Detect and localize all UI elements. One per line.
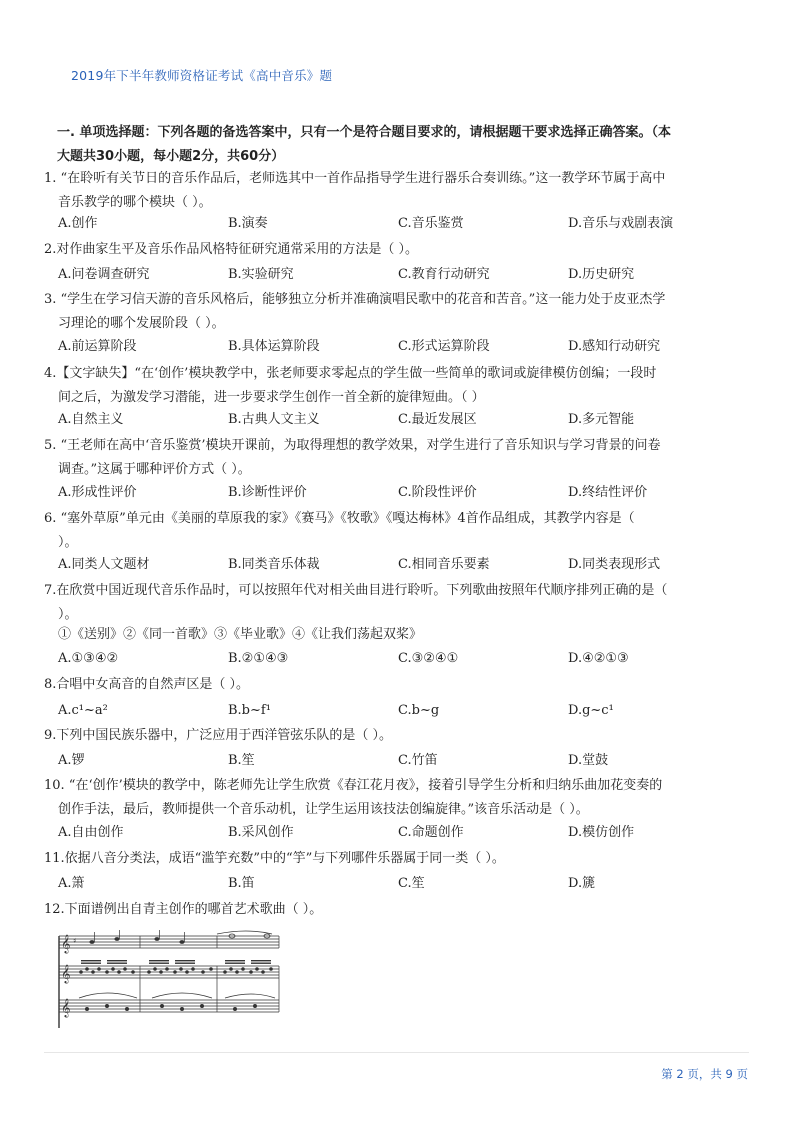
question-2-options xyxy=(58,263,748,287)
question-1-options xyxy=(58,212,748,236)
question-7 xyxy=(44,579,744,627)
option-a[interactable]: A.同类人文题材 xyxy=(58,557,150,572)
question-4-options xyxy=(58,408,748,432)
option-a[interactable]: A.自然主义 xyxy=(58,412,124,427)
footer-divider xyxy=(44,1052,749,1053)
option-b[interactable]: B.演奏 xyxy=(228,216,268,231)
question-stem: 6. “塞外草原”单元由《美丽的草原我的家》《赛马》《牧歌》《嘎达梅林》4首作品组成，其教学内容是（ xyxy=(44,511,635,526)
question-stem: 2.对作曲家生平及音乐作品风格特征研究通常采用的方法是（ ）。 xyxy=(44,242,419,257)
option-c[interactable]: C.b~g xyxy=(398,703,440,718)
option-d[interactable]: D.g~c¹ xyxy=(568,703,614,718)
question-stem: 创作手法，最后，教师提供一个音乐动机，让学生运用该技法创编旋律。”该音乐活动是（ ）。 xyxy=(58,802,589,817)
question-stem: 调查。”这属于哪种评价方式（ ）。 xyxy=(58,462,251,477)
option-c[interactable]: C.教育行动研究 xyxy=(398,267,490,282)
svg-text:𝄞: 𝄞 xyxy=(61,964,71,983)
option-b[interactable]: B.具体运算阶段 xyxy=(228,339,320,354)
option-c[interactable]: C.竹笛 xyxy=(398,753,438,768)
section-heading: 一. 单项选择题：下列各题的备选答案中，只有一个是符合题目要求的，请根据题干要求选择正确答案。（本 大题共30小题，每小题2分，共60分） xyxy=(57,125,671,164)
option-d[interactable]: D.历史研究 xyxy=(568,267,635,282)
question-stem: 12.下面谱例出自青主创作的哪首艺术歌曲（ ）。 xyxy=(44,902,323,917)
question-11 xyxy=(44,847,744,871)
question-4 xyxy=(44,362,744,410)
question-stem: 10. “在‘创作’模块的教学中，陈老师先让学生欣赏《春江花月夜》，接着引导学生分析和归纳乐曲加花变奏的 xyxy=(44,778,663,793)
question-stem: 9.下列中国民族乐器中，广泛应用于西洋管弦乐队的是（ ）。 xyxy=(44,728,393,743)
question-stem: ）。 xyxy=(58,535,78,550)
question-8 xyxy=(44,673,744,697)
option-d[interactable]: D.篪 xyxy=(568,876,596,891)
page-number: 第 2 页，共 9 页 xyxy=(661,1067,748,1081)
question-stem: 11.依据八音分类法，成语“滥竽充数”中的“竽”与下列哪件乐器属于同一类（ ）。 xyxy=(44,851,505,866)
question-stem: 1. “在聆听有关节日的音乐作品后，老师选其中一首作品指导学生进行器乐合奏训练。”这一教学环节属于高中 xyxy=(44,171,666,186)
option-b[interactable]: B.b~f¹ xyxy=(228,703,271,718)
question-7-options xyxy=(58,647,748,671)
option-b[interactable]: B.诊断性评价 xyxy=(228,485,307,500)
question-10-options xyxy=(58,821,748,845)
option-b[interactable]: B.古典人文主义 xyxy=(228,412,320,427)
question-5 xyxy=(44,434,744,482)
option-d[interactable]: D.多元智能 xyxy=(568,412,635,427)
question-stem: 4.【文字缺失】“在‘创作’模块教学中，张老师要求零起点的学生做一些简单的歌词或旋律模仿创编；一段时 xyxy=(44,366,657,381)
question-5-options xyxy=(58,481,748,505)
option-a[interactable]: A.自由创作 xyxy=(58,825,124,840)
option-a[interactable]: A.c¹~a² xyxy=(58,703,108,718)
question-stem: 间之后，为激发学习潜能，进一步要求学生创作一首全新的旋律短曲。（ ） xyxy=(58,390,485,405)
question-9 xyxy=(44,724,744,748)
option-a[interactable]: A.前运算阶段 xyxy=(58,339,137,354)
option-c[interactable]: C.笙 xyxy=(398,876,425,891)
option-c[interactable]: C.相同音乐要素 xyxy=(398,557,490,572)
option-b[interactable]: B.采风创作 xyxy=(228,825,294,840)
song-sequence: ①《送别》②《同一首歌》③《毕业歌》④《让我们荡起双桨》 xyxy=(58,627,423,642)
option-b[interactable]: B.笛 xyxy=(228,876,255,891)
option-a[interactable]: A.形成性评价 xyxy=(58,485,137,500)
option-d[interactable]: D.④②①③ xyxy=(568,651,629,666)
option-b[interactable]: B.同类音乐体裁 xyxy=(228,557,320,572)
question-10 xyxy=(44,774,744,822)
question-3-options xyxy=(58,335,748,359)
question-12 xyxy=(44,898,744,922)
option-a[interactable]: A.箫 xyxy=(58,876,85,891)
svg-text:♯: ♯ xyxy=(73,937,77,945)
option-c[interactable]: C.③②④① xyxy=(398,651,459,666)
option-c[interactable]: C.命题创作 xyxy=(398,825,464,840)
option-d[interactable]: D.终结性评价 xyxy=(568,485,648,500)
question-6-options xyxy=(58,553,748,577)
music-score-image xyxy=(57,928,282,1028)
svg-text:𝄞: 𝄞 xyxy=(61,998,71,1017)
option-a[interactable]: A.锣 xyxy=(58,753,85,768)
question-2 xyxy=(44,238,744,262)
option-d[interactable]: D.同类表现形式 xyxy=(568,557,661,572)
option-c[interactable]: C.形式运算阶段 xyxy=(398,339,490,354)
option-c[interactable]: C.最近发展区 xyxy=(398,412,477,427)
question-6 xyxy=(44,507,744,555)
option-a[interactable]: A.创作 xyxy=(58,216,98,231)
question-stem: 8.合唱中女高音的自然声区是（ ）。 xyxy=(44,677,250,692)
question-stem: 音乐教学的哪个模块（ ）。 xyxy=(58,195,212,210)
option-c[interactable]: C.阶段性评价 xyxy=(398,485,477,500)
option-b[interactable]: B.②①④③ xyxy=(228,651,289,666)
option-b[interactable]: B.实验研究 xyxy=(228,267,294,282)
question-stem: 7.在欣赏中国近现代音乐作品时，可以按照年代对相关曲目进行聆听。下列歌曲按照年代顺序排列正确的是（ xyxy=(44,583,668,598)
question-1 xyxy=(44,167,744,215)
option-a[interactable]: A.问卷调查研究 xyxy=(58,267,150,282)
option-b[interactable]: B.笙 xyxy=(228,753,255,768)
question-11-options xyxy=(58,872,748,896)
question-3 xyxy=(44,288,744,336)
question-stem: ）。 xyxy=(58,607,78,622)
question-9-options xyxy=(58,749,748,773)
question-8-options xyxy=(58,699,748,723)
question-stem: 5. “王老师在高中‘音乐鉴赏’模块开课前，为取得理想的教学效果，对学生进行了音乐知识与学习背景的问卷 xyxy=(44,438,661,453)
option-a[interactable]: A.①③④② xyxy=(58,651,119,666)
option-d[interactable]: D.音乐与戏剧表演 xyxy=(568,216,674,231)
question-stem: 3. “学生在学习信天游的音乐风格后，能够独立分析并准确演唱民歌中的花音和苦音。”这一能力处于皮亚杰学 xyxy=(44,292,666,307)
document-title: 2019年下半年教师资格证考试《高中音乐》题 xyxy=(71,68,333,83)
option-d[interactable]: D.感知行动研究 xyxy=(568,339,661,354)
svg-text:𝄞: 𝄞 xyxy=(61,934,71,953)
option-d[interactable]: D.模仿创作 xyxy=(568,825,635,840)
option-c[interactable]: C.音乐鉴赏 xyxy=(398,216,464,231)
option-d[interactable]: D.堂鼓 xyxy=(568,753,609,768)
question-stem: 习理论的哪个发展阶段（ ）。 xyxy=(58,316,225,331)
